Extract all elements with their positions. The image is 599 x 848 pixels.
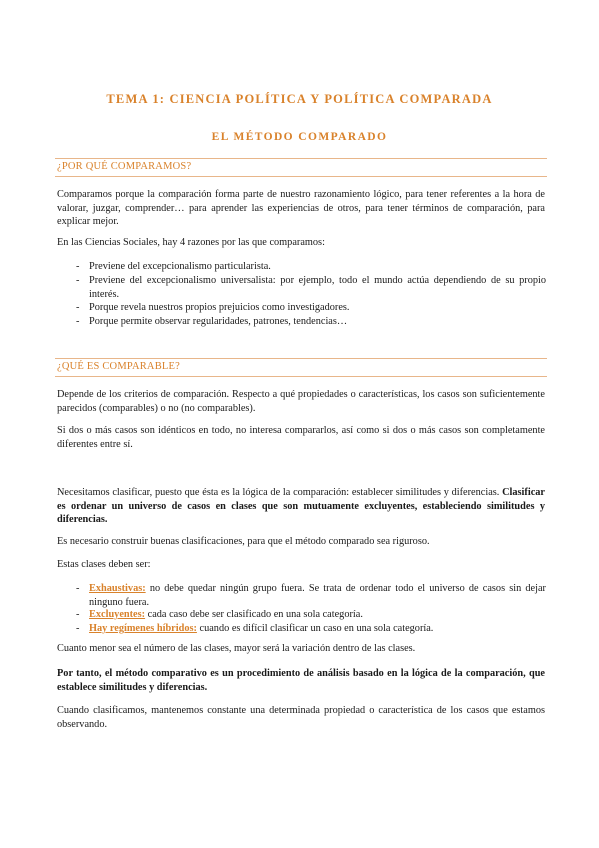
paragraph xyxy=(57,486,545,527)
term-regimenes-hibridos: Hay regímenes híbridos: xyxy=(89,623,197,634)
list-item-text: Porque revela nuestros propios prejuicios como investigadores. xyxy=(89,302,350,313)
heading-rule-top xyxy=(55,158,547,159)
paragraph: Estas clases deben ser: xyxy=(57,559,151,570)
heading-rule-top xyxy=(55,358,547,359)
dash-bullet: - xyxy=(76,261,80,272)
heading-que-es-comparable: ¿QUÉ ES COMPARABLE? xyxy=(57,361,181,372)
list-item-text: Previene del excepcionalismo particularista. xyxy=(89,261,271,272)
list-item-text: Porque permite observar regularidades, patrones, tendencias… xyxy=(89,316,348,327)
dash-bullet: - xyxy=(76,623,80,634)
list-item xyxy=(76,274,546,301)
list-item-text: no debe quedar ningún grupo fuera. Se trata de ordenar todo el universo de casos sin dejar ninguno fuera. xyxy=(89,583,546,608)
list-item xyxy=(76,301,546,315)
heading-rule-bottom xyxy=(55,176,547,177)
paragraph-text: Necesitamos clasificar, puesto que ésta es la lógica de la comparación: establecer similitudes y diferencias. xyxy=(57,487,503,498)
list-item-text: Previene del excepcionalismo universalista: por ejemplo, todo el mundo actúa dependiendo de su propio interés. xyxy=(89,275,546,300)
dash-bullet: - xyxy=(76,609,80,620)
document-title: TEMA 1: CIENCIA POLÍTICA Y POLÍTICA COMPARADA xyxy=(106,92,493,106)
heading-por-que-comparamos: ¿POR QUÉ COMPARAMOS? xyxy=(57,161,192,172)
term-exhaustivas: Exhaustivas: xyxy=(89,583,146,594)
term-excluyentes: Excluyentes: xyxy=(89,609,146,620)
list-item-text: cuando es difícil clasificar un caso en una sola categoría. xyxy=(196,623,434,634)
paragraph: En las Ciencias Sociales, hay 4 razones por las que comparamos: xyxy=(57,237,325,248)
paragraph: Comparamos porque la comparación forma parte de nuestro razonamiento lógico, para tener referentes a la hora de valorar, juzgar, comprender… para aprender las experiencias de otros, para tener términos de comparación, para explicar mejor. xyxy=(57,189,545,227)
paragraph: Cuanto menor sea el número de las clases, mayor será la variación dentro de las clases. xyxy=(57,643,416,654)
paragraph: Si dos o más casos son idénticos en todo, no interesa compararlos, así como si dos o más casos son completamente diferentes entre sí. xyxy=(57,425,545,450)
heading-rule-bottom xyxy=(55,376,547,377)
paragraph: Depende de los criterios de comparación. Respecto a qué propiedades o características, los casos son suficientemente parecidos (comparables) o no (no comparables). xyxy=(57,389,545,414)
list-item xyxy=(76,582,546,609)
paragraph: Cuando clasificamos, mantenemos constante una determinada propiedad o característica de los casos que estamos observando. xyxy=(57,705,545,730)
dash-bullet: - xyxy=(76,302,80,313)
dash-bullet: - xyxy=(76,583,80,594)
conclusion-paragraph: Por tanto, el método comparativo es un procedimiento de análisis basado en la lógica de la comparación, que establece similitudes y diferencias. xyxy=(57,668,545,693)
list-item xyxy=(76,608,546,622)
dash-bullet: - xyxy=(76,316,80,327)
list-item-text: cada caso debe ser clasificado en una sola categoría. xyxy=(145,609,363,620)
paragraph: Es necesario construir buenas clasificaciones, para que el método comparado sea riguroso. xyxy=(57,536,430,547)
list-item xyxy=(76,315,546,329)
list-item xyxy=(76,260,546,274)
definition-bold: Clasificar es ordenar un universo de casos en clases que son mutuamente excluyentes, estableciendo similitudes y diferencias. xyxy=(57,487,545,525)
list-item xyxy=(76,622,546,636)
section-title: EL MÉTODO COMPARADO xyxy=(211,131,388,143)
dash-bullet: - xyxy=(76,275,80,286)
